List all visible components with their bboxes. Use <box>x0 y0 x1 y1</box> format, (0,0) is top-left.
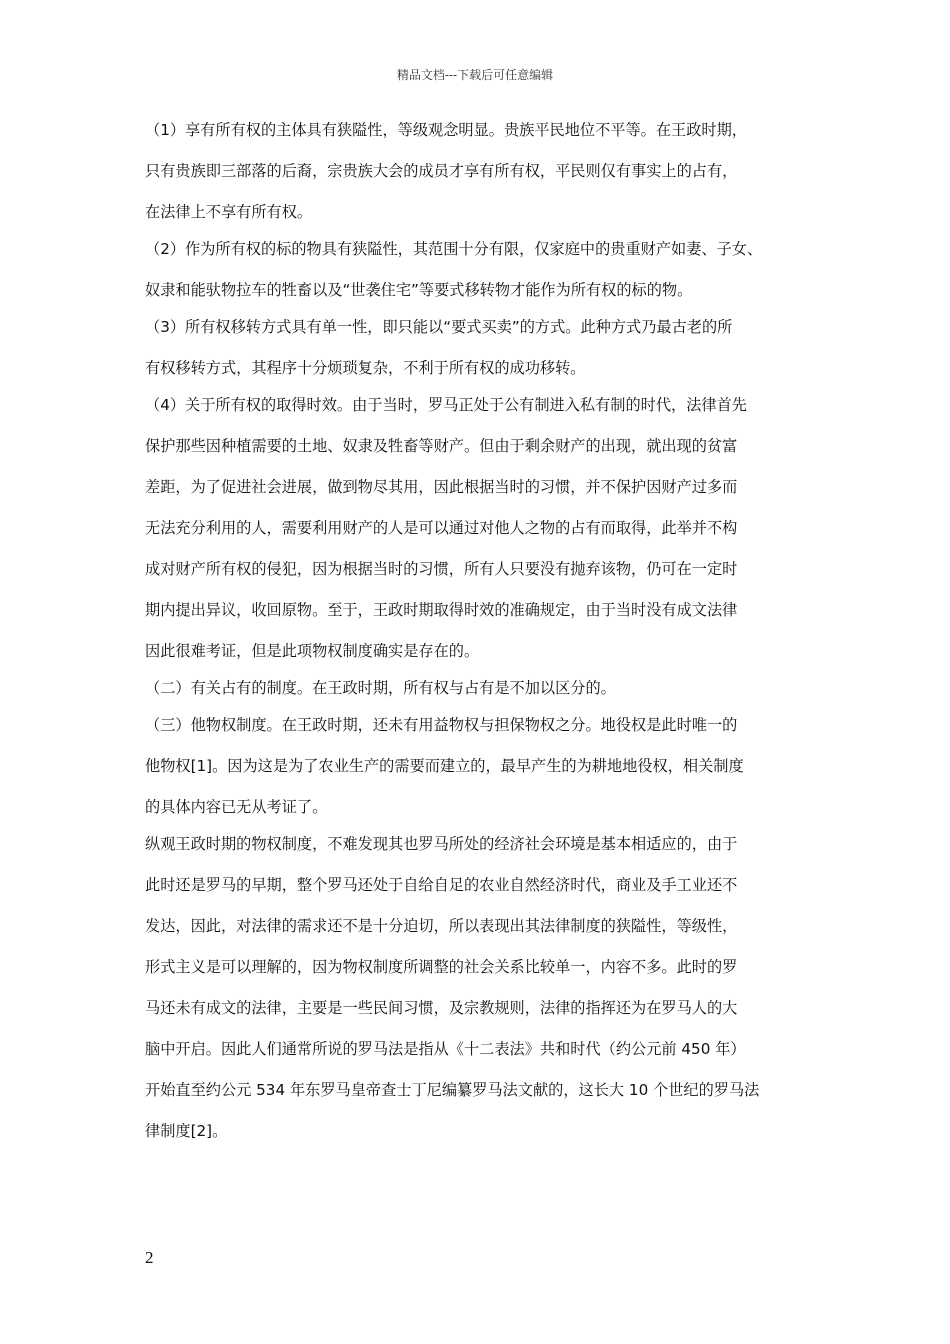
paragraph-7 <box>145 834 825 1141</box>
text-line: 此时还是罗马的早期，整个罗马还处于自给自足的农业自然经济时代，商业及手工业还不 <box>145 876 738 894</box>
text-line: 无法充分利用的人，需要利用财产的人是可以通过对他人之物的占有而取得，此举并不构 <box>145 519 738 537</box>
text-line: （2）作为所有权的标的物具有狭隘性，其范围十分有限，仅家庭中的贵重财产如妻、子女、 <box>145 240 763 258</box>
text-line: 奴隶和能驮物拉车的牲畜以及“世袭住宅”等要式移转物才能作为所有权的标的物。 <box>145 281 693 299</box>
text-line: 差距，为了促进社会进展，做到物尽其用，因此根据当时的习惯，并不保护因财产过多而 <box>145 478 738 496</box>
paragraph-4 <box>145 395 825 661</box>
text-line: 他物权[1]。因为这是为了农业生产的需要而建立的，最早产生的为耕地地役权，相关制度 <box>145 757 744 775</box>
text-line: （二）有关占有的制度。在王政时期，所有权与占有是不加以区分的。 <box>145 679 616 697</box>
text-line: 纵观王政时期的物权制度，不难发现其也罗马所处的经济社会环境是基本相适应的，由于 <box>145 835 738 853</box>
paragraph-5 <box>145 678 825 698</box>
text-line: 开始直至约公元 534 年东罗马皇帝查士丁尼编纂罗马法文献的，这长大 10 个世纪的罗马法 <box>145 1081 760 1099</box>
paragraph-2 <box>145 239 825 300</box>
text-line: 形式主义是可以理解的，因为物权制度所调整的社会关系比较单一，内容不多。此时的罗 <box>145 958 738 976</box>
document-body <box>145 120 825 1141</box>
text-line: 在法律上不享有所有权。 <box>145 203 313 221</box>
text-line: （1）享有所有权的主体具有狭隘性，等级观念明显。贵族平民地位不平等。在王政时期， <box>145 121 747 139</box>
text-line: （3）所有权移转方式具有单一性，即只能以“要式买卖”的方式。此种方式乃最古老的所 <box>145 318 733 336</box>
text-line: 马还未有成文的法律，主要是一些民间习惯，及宗教规则，法律的指挥还为在罗马人的大 <box>145 999 738 1017</box>
page-number: 2 <box>145 1248 154 1267</box>
paragraph-6 <box>145 715 825 817</box>
text-line: 有权移转方式，其程序十分烦琐复杂，不利于所有权的成功移转。 <box>145 359 586 377</box>
page-header: 精品文档---下载后可任意编辑 <box>396 68 554 82</box>
text-line: 律制度[2]。 <box>145 1122 228 1140</box>
paragraph-3 <box>145 317 825 378</box>
text-line: 的具体内容已无从考证了。 <box>145 798 328 816</box>
text-line: （三）他物权制度。在王政时期，还未有用益物权与担保物权之分。地役权是此时唯一的 <box>145 716 738 734</box>
text-line: 因此很难考证，但是此项物权制度确实是存在的。 <box>145 642 480 660</box>
text-line: 只有贵族即三部落的后裔，宗贵族大会的成员才享有所有权，平民则仅有事实上的占有， <box>145 162 738 180</box>
text-line: 成对财产所有权的侵犯，因为根据当时的习惯，所有人只要没有抛弃该物，仍可在一定时 <box>145 560 738 578</box>
text-line: 保护那些因种植需要的土地、奴隶及牲畜等财产。但由于剩余财产的出现，就出现的贫富 <box>145 437 738 455</box>
paragraph-1 <box>145 120 825 222</box>
text-line: 发达，因此，对法律的需求还不是十分迫切，所以表现出其法律制度的狭隘性，等级性， <box>145 917 738 935</box>
text-line: 期内提出异议，收回原物。至于，王政时期取得时效的准确规定，由于当时没有成文法律 <box>145 601 738 619</box>
text-line: 脑中开启。因此人们通常所说的罗马法是指从《十二表法》共和时代（约公元前 450 年） <box>145 1040 746 1058</box>
text-line: （4）关于所有权的取得时效。由于当时，罗马正处于公有制进入私有制的时代，法律首先 <box>145 396 747 414</box>
